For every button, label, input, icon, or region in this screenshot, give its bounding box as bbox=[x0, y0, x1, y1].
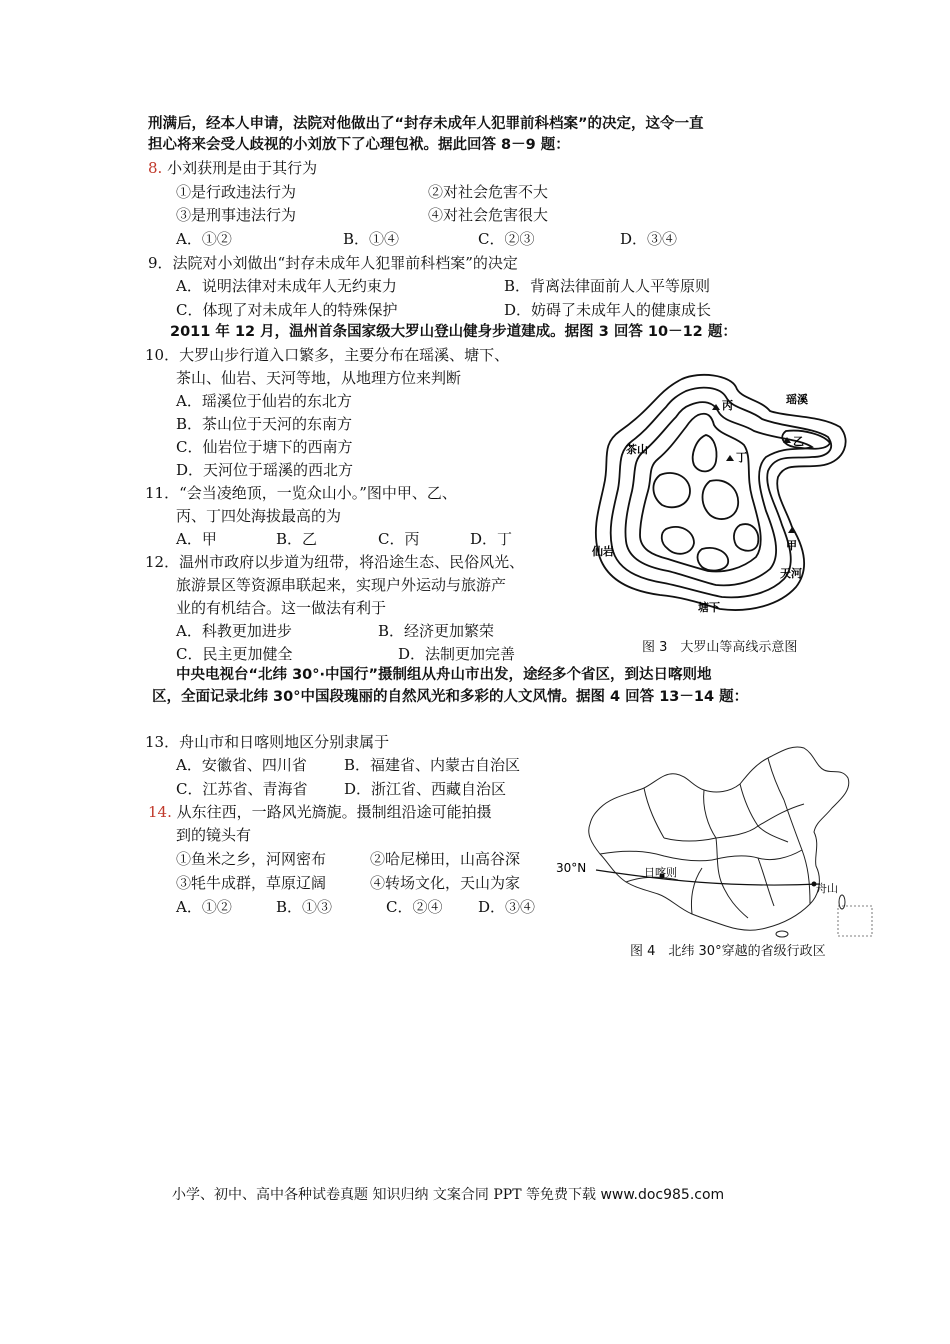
question-14-number: 14. bbox=[148, 803, 172, 821]
question-12-line-3: 业的有机结合。这一做法有利于 bbox=[176, 599, 387, 617]
question-14 bbox=[148, 802, 492, 822]
q14-option-d: D．③④ bbox=[478, 898, 536, 916]
map-label-ding: 丁 bbox=[736, 451, 747, 464]
q13-option-c: C．江苏省、青海省 bbox=[176, 780, 308, 798]
figure-3-caption: 图 3 大罗山等高线示意图 bbox=[642, 640, 798, 655]
question-8-stem: 小刘获刑是由于其行为 bbox=[167, 159, 318, 177]
question-11-line-1: 11．“会当凌绝顶，一览众山小。”图中甲、乙、 bbox=[145, 484, 457, 502]
q8-statement-3: ③是刑事违法行为 bbox=[176, 206, 297, 224]
q11-option-d: D．丁 bbox=[470, 530, 513, 548]
q10-option-d: D．天河位于瑶溪的西北方 bbox=[176, 461, 354, 479]
q10-option-c: C．仙岩位于塘下的西南方 bbox=[176, 438, 353, 456]
summit-marker-ding bbox=[726, 455, 734, 461]
intro-line-2: 担心将来会受人歧视的小刘放下了心理包袱。据此回答 8－9 题： bbox=[148, 137, 570, 153]
q14-option-a: A．①② bbox=[176, 898, 232, 916]
q12-option-a: A．科教更加进步 bbox=[176, 622, 292, 640]
q12-option-b: B．经济更加繁荣 bbox=[378, 622, 495, 640]
q12-option-d: D．法制更加完善 bbox=[398, 645, 516, 663]
question-12-line-1: 12．温州市政府以步道为纽带，将沿途生态、民俗风光、 bbox=[145, 553, 525, 571]
question-12-line-2: 旅游景区等资源串联起来，实现户外运动与旅游产 bbox=[176, 576, 507, 594]
q14-statement-1: ①鱼米之乡，河网密布 bbox=[176, 850, 327, 868]
china-map-figure-4 bbox=[552, 738, 876, 938]
latitude-label: 30°N bbox=[556, 861, 587, 875]
intro-3-line-1: 中央电视台“北纬 30°·中国行”摄制组从舟山市出发，途经多个省区，到达日喀则地 bbox=[176, 667, 712, 683]
q11-option-b: B．乙 bbox=[276, 530, 318, 548]
contour-lines bbox=[596, 375, 846, 610]
q10-option-b: B．茶山位于天河的东南方 bbox=[176, 415, 353, 433]
q11-option-c: C．丙 bbox=[378, 530, 420, 548]
q9-option-a: A．说明法律对未成年人无约束力 bbox=[176, 277, 397, 295]
hainan-island bbox=[776, 931, 788, 937]
q13-option-a: A．安徽省、四川省 bbox=[176, 756, 307, 774]
map-label-yi: 乙 bbox=[793, 435, 804, 448]
contour-map-figure-3 bbox=[590, 365, 852, 615]
intro-line-1: 刑满后，经本人申请，法院对他做出了“封存未成年人犯罪前科档案”的决定，这令一直 bbox=[148, 116, 704, 132]
summit-marker-jia bbox=[788, 527, 796, 533]
question-8-number: 8. bbox=[148, 159, 163, 177]
q9-option-d: D．妨碍了未成年人的健康成长 bbox=[504, 301, 712, 319]
page-footer bbox=[172, 1184, 724, 1204]
south-china-sea-inset bbox=[838, 906, 872, 936]
question-11-line-2: 丙、丁四处海拔最高的为 bbox=[176, 507, 342, 525]
question-9 bbox=[148, 253, 518, 273]
q14-option-b: B．①③ bbox=[276, 898, 333, 916]
map-label-xianyan: 仙岩 bbox=[592, 545, 614, 558]
q8-statement-2: ②对社会危害不大 bbox=[428, 183, 549, 201]
figure-4-caption: 图 4 北纬 30°穿越的省级行政区 bbox=[630, 944, 826, 959]
question-10-line-2: 茶山、仙岩、天河等地，从地理方位来判断 bbox=[176, 369, 462, 387]
q8-option-b: B．①④ bbox=[343, 230, 400, 248]
q11-option-a: A．甲 bbox=[176, 530, 217, 548]
q12-option-c: C．民主更加健全 bbox=[176, 645, 293, 663]
map-label-rikaze: 日喀则 bbox=[644, 866, 677, 879]
map-label-jia: 甲 bbox=[786, 539, 797, 552]
q13-option-d: D．浙江省、西藏自治区 bbox=[344, 780, 507, 798]
q13-option-b: B．福建省、内蒙古自治区 bbox=[344, 756, 521, 774]
q9-option-c: C．体现了对未成年人的特殊保护 bbox=[176, 301, 398, 319]
map-label-yaoxi: 瑶溪 bbox=[786, 393, 808, 406]
q14-option-c: C．②④ bbox=[386, 898, 443, 916]
q14-statement-2: ②哈尼梯田，山高谷深 bbox=[370, 850, 521, 868]
intro-3-line-2: 区，全面记录北纬 30°中国段瑰丽的自然风光和多彩的人文风情。据图 4 回答 13－14 题： bbox=[152, 689, 749, 705]
map-label-chashan: 茶山 bbox=[626, 443, 648, 456]
q8-option-a: A．①② bbox=[176, 230, 232, 248]
map-label-tianhe: 天河 bbox=[780, 567, 802, 580]
map-label-zhoushan: 舟山 bbox=[816, 882, 838, 895]
question-14-stem: 从东往西，一路风光旖旎。摄制组沿途可能拍摄 bbox=[176, 803, 492, 821]
question-13-stem: 13．舟山市和日喀则地区分别隶属于 bbox=[145, 733, 390, 751]
question-9-stem: 法院对小刘做出“封存未成年人犯罪前科档案”的决定 bbox=[172, 254, 518, 272]
q9-option-b: B．背离法律面前人人平等原则 bbox=[504, 277, 711, 295]
map-label-tangxia: 塘下 bbox=[698, 601, 720, 614]
latitude-30n-line bbox=[596, 870, 820, 885]
q14-statement-4: ④转场文化，天山为家 bbox=[370, 874, 521, 892]
q8-option-d: D．③④ bbox=[620, 230, 678, 248]
q14-statement-3: ③牦牛成群，草原辽阔 bbox=[176, 874, 327, 892]
question-8 bbox=[148, 158, 317, 178]
taiwan-island bbox=[839, 895, 845, 909]
q10-option-a: A．瑶溪位于仙岩的东北方 bbox=[176, 392, 352, 410]
question-10-line-1: 10．大罗山步行道入口繁多，主要分布在瑶溪、塘下、 bbox=[145, 346, 510, 364]
footer-text: 小学、初中、高中各种试卷真题 知识归纳 文案合同 PPT 等免费下载 bbox=[172, 1187, 596, 1203]
question-9-number: 9． bbox=[148, 254, 173, 272]
map-label-bing: 丙 bbox=[722, 399, 733, 412]
q8-option-c: C．②③ bbox=[478, 230, 535, 248]
china-outline bbox=[589, 747, 849, 930]
q8-statement-4: ④对社会危害很大 bbox=[428, 206, 549, 224]
footer-url[interactable]: www.doc985.com bbox=[600, 1187, 725, 1203]
intro-2: 2011 年 12 月，温州首条国家级大罗山登山健身步道建成。据图 3 回答 10－12 题： bbox=[170, 324, 737, 340]
question-14-line-2: 到的镜头有 bbox=[176, 826, 252, 844]
q8-statement-1: ①是行政违法行为 bbox=[176, 183, 297, 201]
